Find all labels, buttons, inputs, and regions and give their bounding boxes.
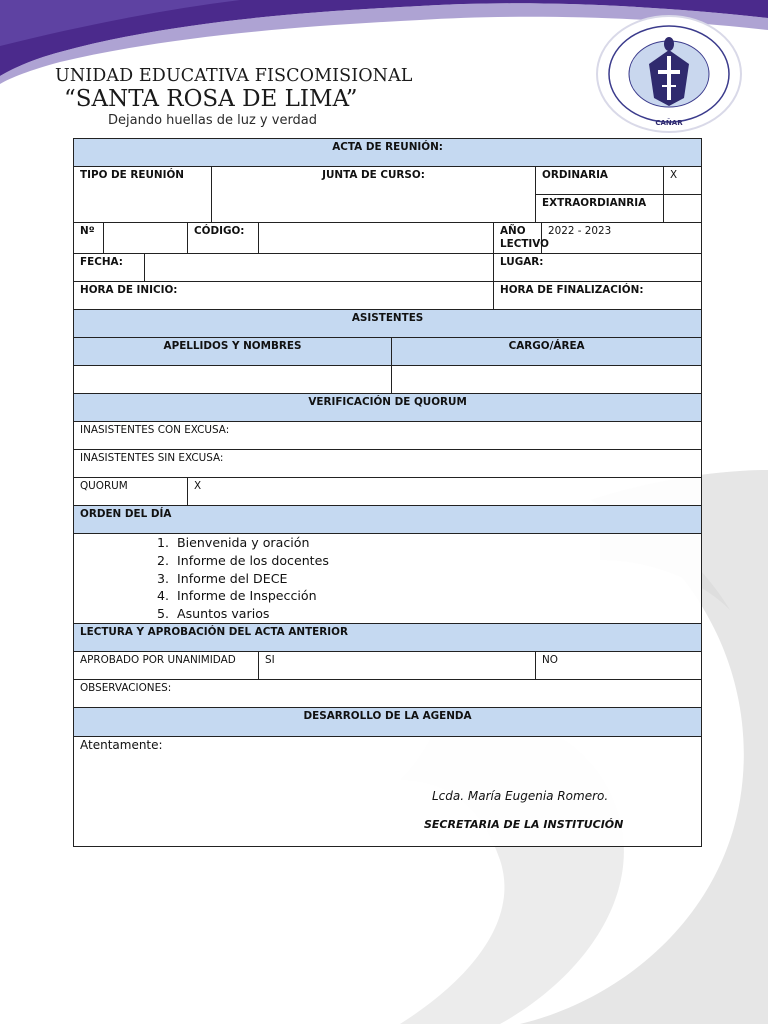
institution-name-line1: UNIDAD EDUCATIVA FISCOMISIONAL	[55, 66, 413, 86]
apellidos-header: APELLIDOS Y NOMBRES	[74, 338, 392, 366]
institution-seal-logo	[596, 14, 742, 134]
agenda-item: 1. Bienvenida y oración	[173, 534, 695, 552]
anio-lectivo-value[interactable]: 2022 - 2023	[542, 223, 702, 254]
quorum-mark[interactable]: X	[188, 478, 702, 506]
codigo-field[interactable]	[259, 223, 494, 254]
signature-cell[interactable]	[74, 736, 702, 846]
institution-slogan: Dejando huellas de luz y verdad	[108, 113, 318, 128]
no-option[interactable]: NO	[536, 651, 702, 679]
ordinaria-checkbox[interactable]: X	[664, 167, 702, 195]
codigo-label: CÓDIGO:	[188, 223, 259, 254]
seal-label: CAÑAR	[655, 119, 683, 127]
hora-fin-label[interactable]: HORA DE FINALIZACIÓN:	[494, 282, 702, 310]
fecha-field[interactable]	[145, 254, 494, 282]
observaciones-field[interactable]: OBSERVACIONES:	[74, 679, 702, 707]
agenda-item: 5. Asuntos varios	[173, 605, 695, 623]
quorum-header: VERIFICACIÓN DE QUORUM	[74, 394, 702, 422]
tipo-reunion-label: TIPO DE REUNIÓN	[74, 167, 212, 223]
lugar-label[interactable]: LUGAR:	[494, 254, 702, 282]
inasistentes-sin-excusa[interactable]: INASISTENTES SIN EXCUSA:	[74, 450, 702, 478]
quorum-label: QUORUM	[74, 478, 188, 506]
anio-lectivo-label: AÑO LECTIVO	[494, 223, 542, 254]
orden-del-dia-header: ORDEN DEL DÍA	[74, 506, 702, 534]
agenda-item: 3. Informe del DECE	[173, 570, 695, 588]
acta-title: ACTA DE REUNIÓN:	[74, 139, 702, 167]
numero-field[interactable]	[104, 223, 188, 254]
junta-curso-label: JUNTA DE CURSO:	[212, 167, 536, 223]
desarrollo-agenda-header: DESARROLLO DE LA AGENDA	[74, 707, 702, 736]
asistentes-header: ASISTENTES	[74, 310, 702, 338]
agenda-list	[80, 534, 695, 623]
cargo-header: CARGO/ÁREA	[392, 338, 702, 366]
institution-name-line2: “SANTA ROSA DE LIMA”	[64, 86, 358, 112]
ordinaria-label: ORDINARIA	[536, 167, 664, 195]
extraordinaria-checkbox[interactable]	[664, 195, 702, 223]
agenda-list-cell	[74, 534, 702, 624]
extraordinaria-label: EXTRAORDIANRIA	[536, 195, 664, 223]
meeting-minutes-form	[73, 138, 702, 847]
numero-label: Nº	[74, 223, 104, 254]
agenda-item: 4. Informe de Inspección	[173, 587, 695, 605]
signer-name: Lcda. María Eugenia Romero.	[432, 788, 609, 803]
lectura-aprobacion-header: LECTURA Y APROBACIÓN DEL ACTA ANTERIOR	[74, 623, 702, 651]
si-option[interactable]: SI	[259, 651, 536, 679]
attendee-name-field[interactable]	[74, 366, 392, 394]
fecha-label: FECHA:	[74, 254, 145, 282]
signer-role: SECRETARIA DE LA INSTITUCIÓN	[424, 817, 624, 831]
agenda-item: 2. Informe de los docentes	[173, 552, 695, 570]
hora-inicio-label[interactable]: HORA DE INICIO:	[74, 282, 494, 310]
atentamente-text: Atentamente:	[80, 737, 163, 752]
attendee-role-field[interactable]	[392, 366, 702, 394]
aprobado-unanimidad-label: APROBADO POR UNANIMIDAD	[74, 651, 259, 679]
inasistentes-con-excusa[interactable]: INASISTENTES CON EXCUSA:	[74, 422, 702, 450]
